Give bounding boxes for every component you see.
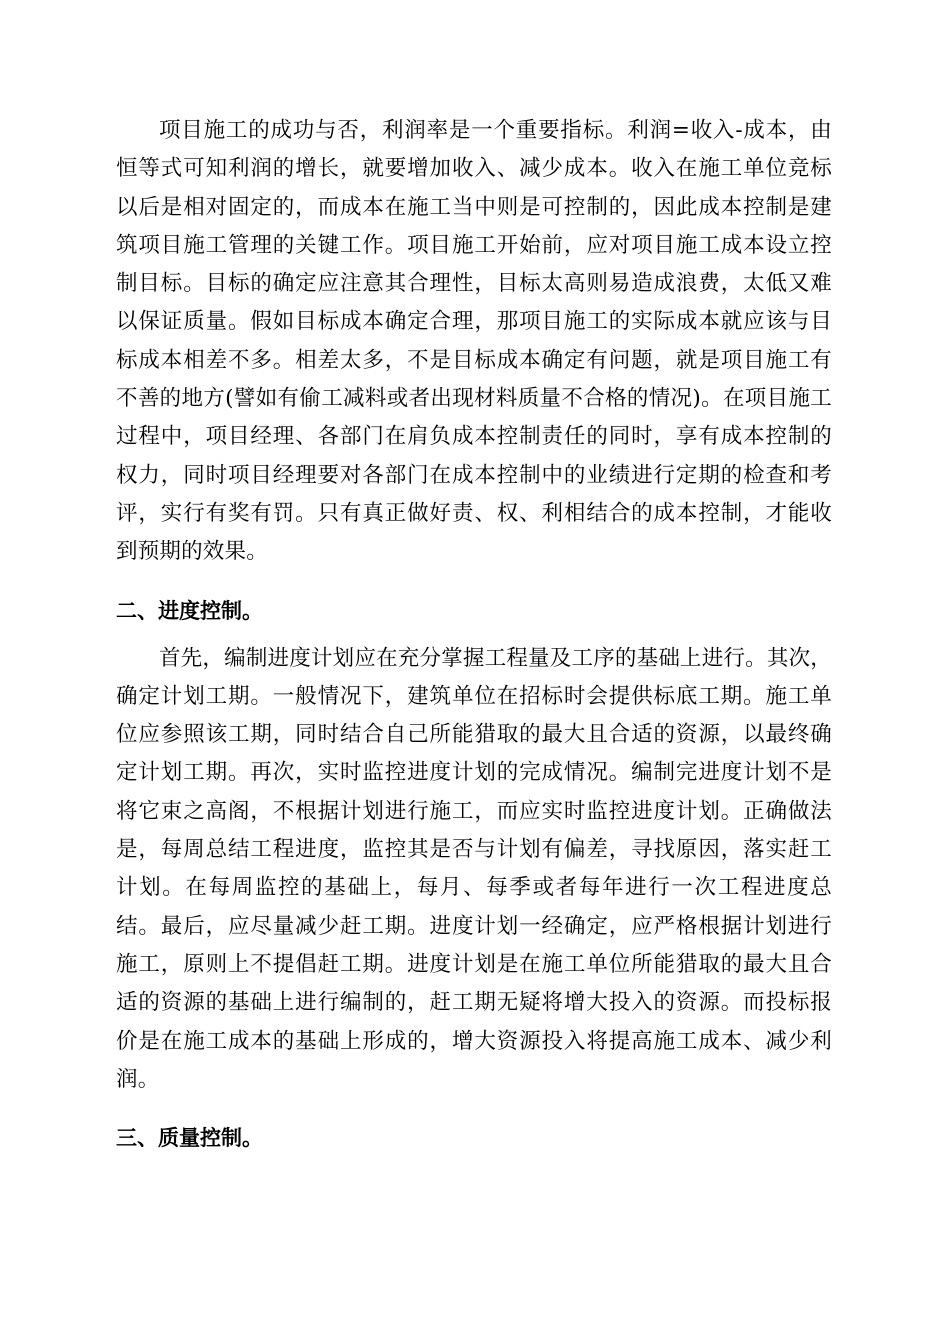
schedule-control-heading: 二、进度控制。 [116,598,263,623]
quality-control-heading: 三、质量控制。 [116,1126,263,1151]
cost-control-paragraph: 项目施工的成功与否，利润率是一个重要指标。利润=收入-成本，由恒等式可知利润的增长，就要增加收入、减少成本。收入在施工单位竞标以后是相对固定的，而成本在施工当中则是可控制的，因此成本控制是建筑项目施工管理的关键工作。项目施工开始前，应对项目施工成本设立控制目标。目标的确定应注意其合理性，目标太高则易造成浪费，太低又难以保证质量。假如目标成本确定合理，那项目施工的实际成本就应该与目标成本相差不多。相差太多，不是目标成本确定有问题，就是项目施工有不善的地方(譬如有偷工减料或者出现材料质量不合格的情况)。在项目施工过程中，项目经理、各部门在肩负成本控制责任的同时，享有成本控制的权力，同时项目经理要对各部门在成本控制中的业绩进行定期的检查和考评，实行有奖有罚。只有真正做好责、权、利相结合的成本控制，才能收到预期的效果。 [116,118,832,565]
schedule-control-paragraph: 首先，编制进度计划应在充分掌握工程量及工序的基础上进行。其次，确定计划工期。一般情况下，建筑单位在招标时会提供标底工期。施工单位应参照该工期，同时结合自己所能猎取的最大且合适的资源，以最终确定计划工期。再次，实时监控进度计划的完成情况。编制完进度计划不是将它束之高阁，不根据计划进行施工，而应实时监控进度计划。正确做法是，每周总结工程进度，监控其是否与计划有偏差，寻找原因，落实赶工计划。在每周监控的基础上，每月、每季或者每年进行一次工程进度总结。最后，应尽量减少赶工期。进度计划一经确定，应严格根据计划进行施工，原则上不提倡赶工期。进度计划是在施工单位所能猎取的最大且合适的资源的基础上进行编制的，赶工期无疑将增大投入的资源。而投标报价是在施工成本的基础上形成的，增大资源投入将提高施工成本、减少利润。 [116,645,832,1092]
document-body [116,112,832,1157]
